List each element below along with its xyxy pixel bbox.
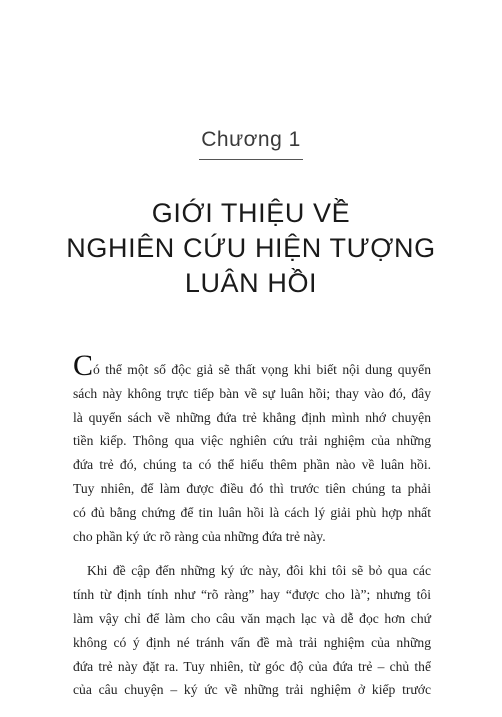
paragraph-line: Tuy nhiên, để làm được điều đó thì trước tiên chúng ta phải	[73, 480, 431, 496]
chapter-title-line: LUÂN HỒI	[184, 268, 318, 298]
paragraph-line: là quyển sách về những đứa trẻ khẳng định mình nhớ chuyện	[73, 409, 431, 425]
chapter-number: Chương 1	[199, 128, 303, 160]
drop-cap: C	[73, 349, 94, 382]
paragraph-line: cho phần ký ức rõ ràng của những đứa trẻ này.	[73, 528, 326, 544]
paragraph-line: của câu chuyện – ký ức về những trải nghiệm ở kiếp trước	[73, 682, 431, 698]
chapter-label	[0, 128, 502, 160]
paragraph-line: đứa trẻ đó, chúng ta có thể hiểu thêm phần nào về luân hồi.	[73, 457, 431, 473]
paragraph-line: làm vậy chỉ để làm cho câu văn mạch lạc và dễ đọc hơn chứ	[73, 610, 431, 626]
chapter-title-line: GIỚI THIỆU VỀ	[151, 198, 351, 228]
body-text	[73, 349, 431, 702]
paragraph-line: sách này không trực tiếp bàn về sự luân hồi; thay vào đó, đây	[73, 385, 431, 401]
paragraph	[73, 349, 431, 548]
paragraph	[73, 559, 431, 702]
paragraph-line: Khi đề cập đến những ký ức này, đôi khi tôi sẽ bỏ qua các	[87, 563, 431, 579]
chapter-title-line: NGHIÊN CỨU HIỆN TƯỢNG	[66, 233, 436, 263]
paragraph-line: đứa trẻ này đặt ra. Tuy nhiên, từ góc độ của đứa trẻ – chủ thể	[73, 658, 431, 674]
paragraph-line: có đủ bằng chứng để tin luân hồi là cách lý giải phù hợp nhất	[73, 504, 431, 520]
chapter-title	[0, 196, 502, 301]
first-line-text: ó thể một số độc giả sẽ thất vọng khi biết nội dung quyển	[93, 362, 431, 377]
paragraph-line: tiền kiếp. Thông qua việc nghiên cứu trải nghiệm của những	[73, 433, 431, 449]
paragraph-line	[73, 349, 431, 382]
paragraph-line: không có ý định né tránh vấn đề mà trải nghiệm của những	[73, 634, 431, 650]
paragraph-line: tính từ định tính như “rõ ràng” hay “được cho là”; nhưng tôi	[73, 587, 431, 603]
